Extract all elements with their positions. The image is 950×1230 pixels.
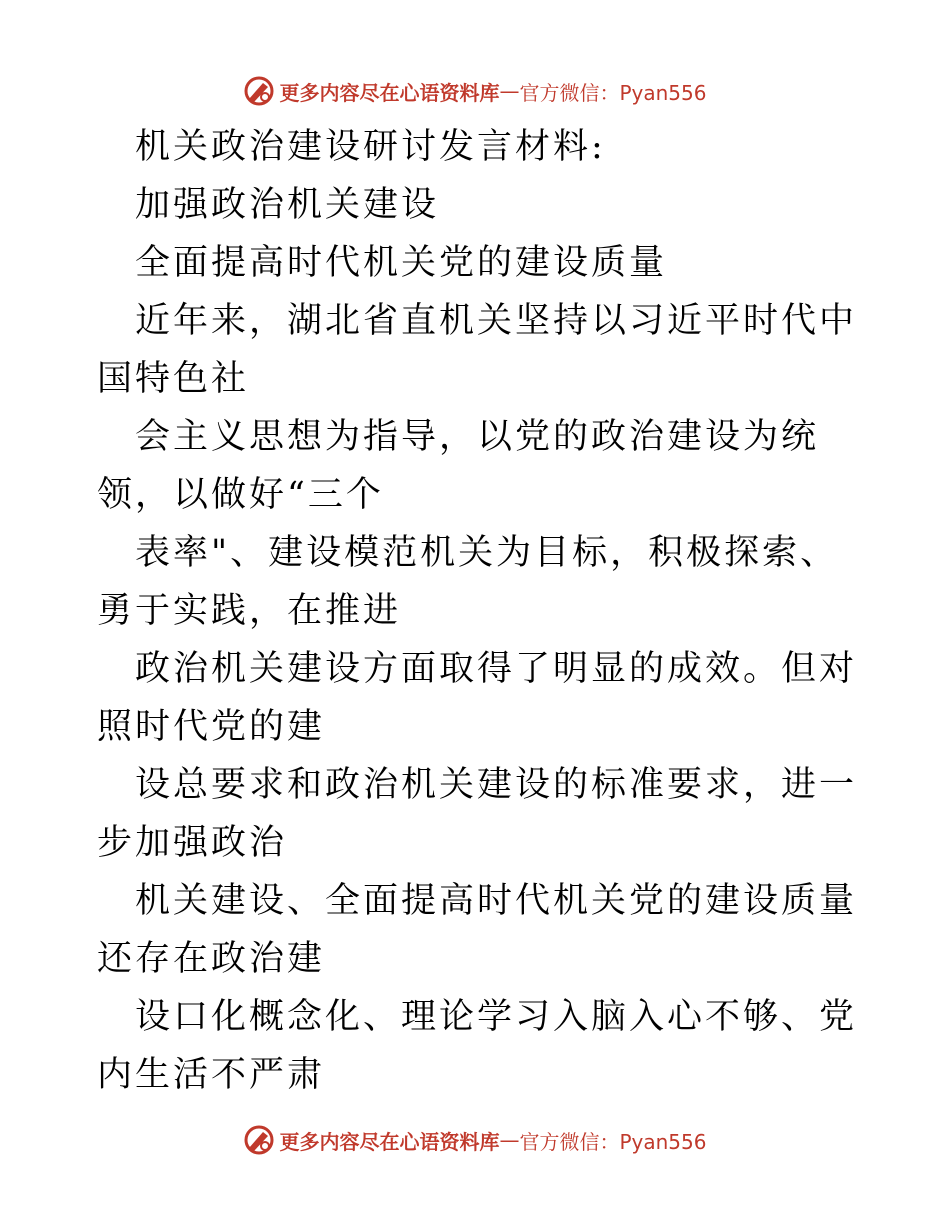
footer-banner — [0, 1120, 950, 1160]
header-banner-separator: — — [499, 79, 520, 103]
footer-banner-contact: 官方微信：Pyan556 — [519, 1129, 707, 1154]
header-banner-title: 更多内容尽在心语资料库 — [279, 80, 500, 105]
pen-circle-logo-icon — [243, 75, 275, 107]
paragraph-subtitle-1: 加强政治机关建设 — [135, 185, 440, 225]
header-banner — [0, 71, 950, 111]
header-banner-contact: 官方微信：Pyan556 — [519, 80, 707, 105]
paragraph-body: 会主义思想为指导，以党的政治建设为统领，以做好“三个 — [97, 417, 820, 515]
paragraph-subtitle-2: 全面提高时代机关党的建设质量 — [135, 243, 668, 283]
paragraph-body: 表率"、建设模范机关为目标，积极探索、勇于实践，在推进 — [97, 533, 839, 631]
paragraph-body: 机关建设、全面提高时代机关党的建设质量还存在政治建 — [97, 881, 858, 979]
paragraph-body: 政治机关建设方面取得了明显的成效。但对照时代党的建 — [97, 649, 858, 747]
footer-banner-title: 更多内容尽在心语资料库 — [279, 1129, 500, 1154]
paragraph-body: 设总要求和政治机关建设的标准要求，进一步加强政治 — [97, 765, 858, 863]
footer-banner-separator: — — [499, 1128, 520, 1152]
paragraph-body: 近年来，湖北省直机关坚持以习近平时代中国特色社 — [97, 301, 858, 399]
paragraph-title: 机关政治建设研讨发言材料: — [135, 127, 606, 167]
pen-circle-logo-icon — [243, 1124, 275, 1156]
paragraph-body: 设口化概念化、理论学习入脑入心不够、党内生活不严肃 — [97, 997, 858, 1095]
document-body — [97, 118, 857, 1104]
